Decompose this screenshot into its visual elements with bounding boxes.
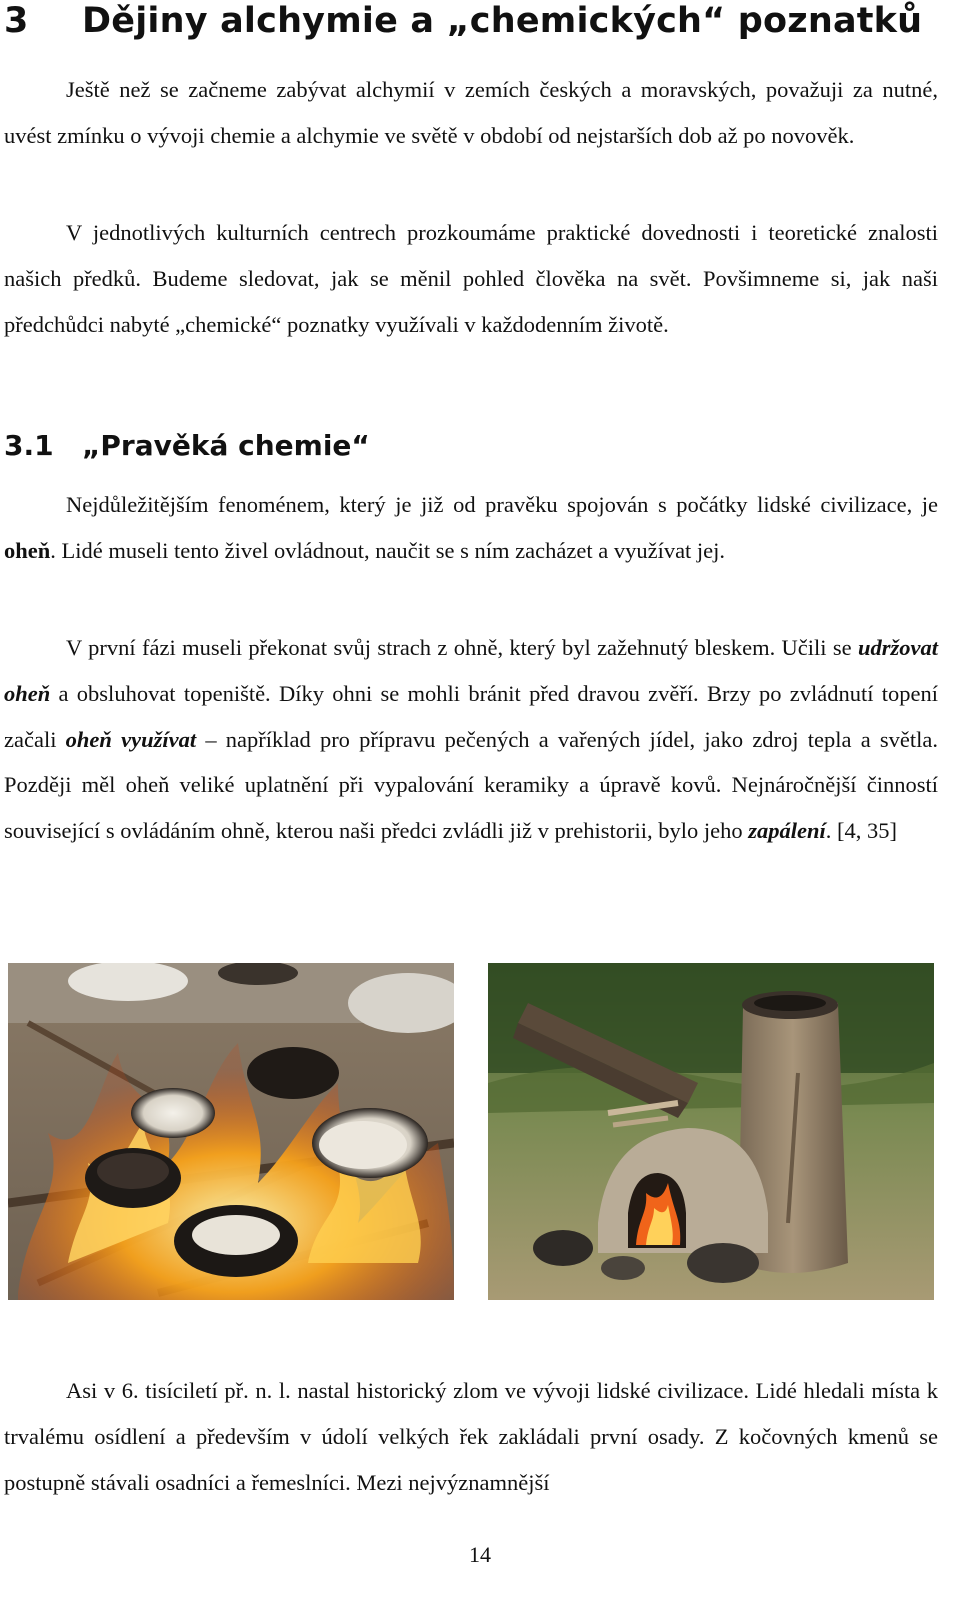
chapter-number: 3	[4, 1, 29, 41]
emphasis-bold-italic: oheň využívat	[65, 726, 197, 752]
photo-pots-in-fire	[8, 963, 454, 1300]
section-title: „Pravěká chemie“	[82, 429, 370, 462]
chapter-title: Dějiny alchymie a „chemických“ poznatků	[82, 1, 923, 41]
text-run: . [4, 35]	[825, 818, 897, 844]
chapter-heading	[4, 0, 922, 42]
emphasis-bold-italic: udržovat oheň	[4, 635, 938, 706]
paragraph-fire-use	[4, 625, 938, 854]
text-run: Nejdůležitějším fenoménem, který je již od pravěku spojován s počátky lidské civilizace, je	[66, 492, 938, 517]
section-number: 3.1	[4, 429, 54, 462]
paragraph-neolithic: Asi v 6. tisíciletí př. n. l. nastal historický zlom ve vývoji lidské civilizace. Lidé hledali místa k trvalému osídlení a především v údolí velkých řek zakládali první osady. Z kočovných kmenů se postupně stávali osadníci a řemeslníci. Mezi nejvýznamnější	[4, 1378, 938, 1495]
text-run: a obsluhovat topeniště. Díky ohni se mohli bránit před dravou zvěří. Brzy po zvládnutí topení začali	[4, 680, 938, 752]
section-heading	[4, 428, 370, 464]
text-run: V první fázi museli překonat svůj strach z ohně, který byl zažehnutý bleskem. Učili se	[66, 635, 858, 660]
emphasis-bold: oheň	[4, 537, 51, 563]
paragraph-fire	[4, 482, 938, 574]
photo-clay-furnace	[488, 963, 934, 1300]
text-run: . Lidé museli tento živel ovládnout, naučit se s ním zacházet a využívat jej.	[50, 537, 726, 563]
text-run: – například pro přípravu pečených a vařených jídel, jako zdroj tepla a světla. Později měl oheň veliké uplatnění při vypalování keramiky a úpravě kovů. Nejnáročnější činností související s ovládáním ohně, kterou naši předci zvládli již v prehistorii, bylo jeho	[4, 726, 938, 844]
intro-paragraph-2: V jednotlivých kulturních centrech prozkoumáme praktické dovednosti i teoretické znalosti našich předků. Budeme sledovat, jak se měnil pohled člověka na svět. Povšimneme si, jak naši předchůdci nabyté „chemické“ poznatky využívali v každodenním životě.	[4, 220, 938, 337]
intro-paragraph-1: Ještě než se začneme zabývat alchymií v zemích českých a moravských, považuji za nutné, uvést zmínku o vývoji chemie a alchymie ve světě v období od nejstarších dob až po novověk.	[4, 77, 938, 148]
page-number: 14	[469, 1542, 491, 1567]
emphasis-bold-italic: zapálení	[748, 818, 826, 844]
